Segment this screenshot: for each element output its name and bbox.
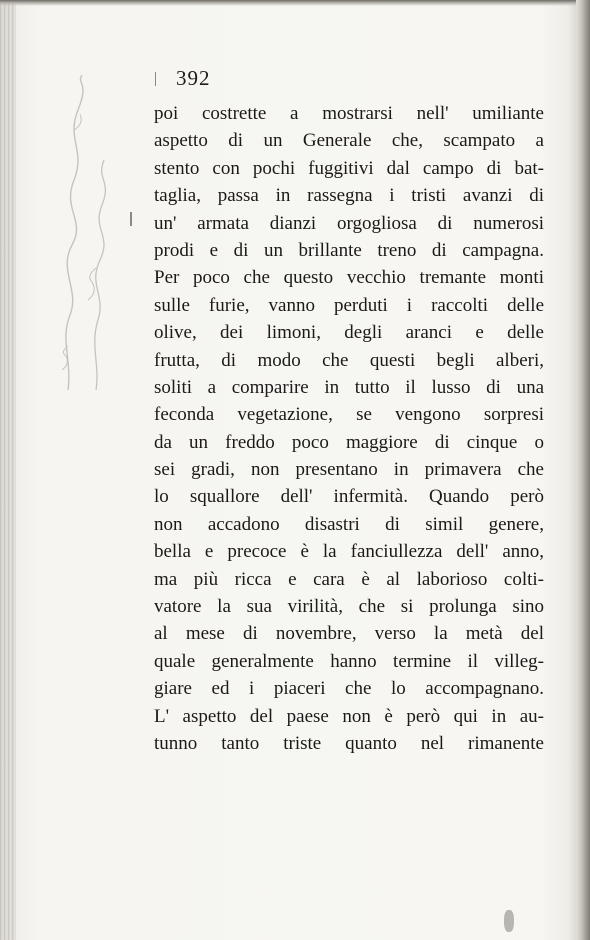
text-line: bella e precoce è la fanciullezza dell' anno,: [154, 541, 544, 563]
text-line: quale generalmente hanno termine il villeg-: [154, 650, 544, 672]
text-line: vatore la sua virilità, che si prolunga sino: [154, 596, 544, 618]
text-line: da un freddo poco maggiore di cinque o: [154, 431, 544, 453]
text-line: Per poco che questo vecchio tremante monti: [154, 267, 544, 289]
text-line: frutta, di modo che questi begli alberi,: [154, 349, 544, 371]
page-right-edge: [576, 0, 590, 940]
body-text: [154, 100, 544, 757]
text-line: sulle furie, vanno perduti i raccolti delle: [154, 294, 544, 316]
text-line: feconda vegetazione, se vengono sorpresi: [154, 404, 544, 426]
page-number-mark: [155, 72, 156, 86]
page-top-edge: [0, 0, 590, 6]
margin-handwriting: [48, 70, 138, 400]
text-line: aspetto di un Generale che, scampato a: [154, 130, 544, 152]
page-number: 392: [176, 66, 211, 90]
text-line: tunno tanto triste quanto nel rimanente: [154, 732, 544, 754]
text-line: non accadono disastri di simil genere,: [154, 513, 544, 535]
page-binding-shadow: [0, 0, 16, 940]
margin-pencil-tick: [130, 212, 132, 226]
text-line: stento con pochi fuggitivi dal campo di bat-: [154, 157, 544, 179]
text-line: giare ed i piaceri che lo accompagnano.: [154, 678, 544, 700]
text-line: taglia, passa in rassegna i tristi avanzi di: [154, 185, 544, 207]
text-line: ma più ricca e cara è al laborioso colti-: [154, 568, 544, 590]
text-line: sei gradi, non presentano in primavera che: [154, 459, 544, 481]
text-line: poi costrette a mostrarsi nell' umiliante: [154, 103, 544, 124]
text-line: L' aspetto del paese non è però qui in au-: [154, 705, 544, 727]
page-stain: [504, 910, 514, 932]
text-line: un' armata dianzi orgogliosa di numerosi: [154, 212, 544, 234]
text-line: lo squallore dell' infermità. Quando però: [154, 486, 544, 508]
text-line: olive, dei limoni, degli aranci e delle: [154, 322, 544, 344]
text-line: soliti a comparire in tutto il lusso di una: [154, 376, 544, 398]
text-line: prodi e di un brillante treno di campagna.: [154, 239, 544, 261]
text-line: al mese di novembre, verso la metà del: [154, 623, 544, 645]
